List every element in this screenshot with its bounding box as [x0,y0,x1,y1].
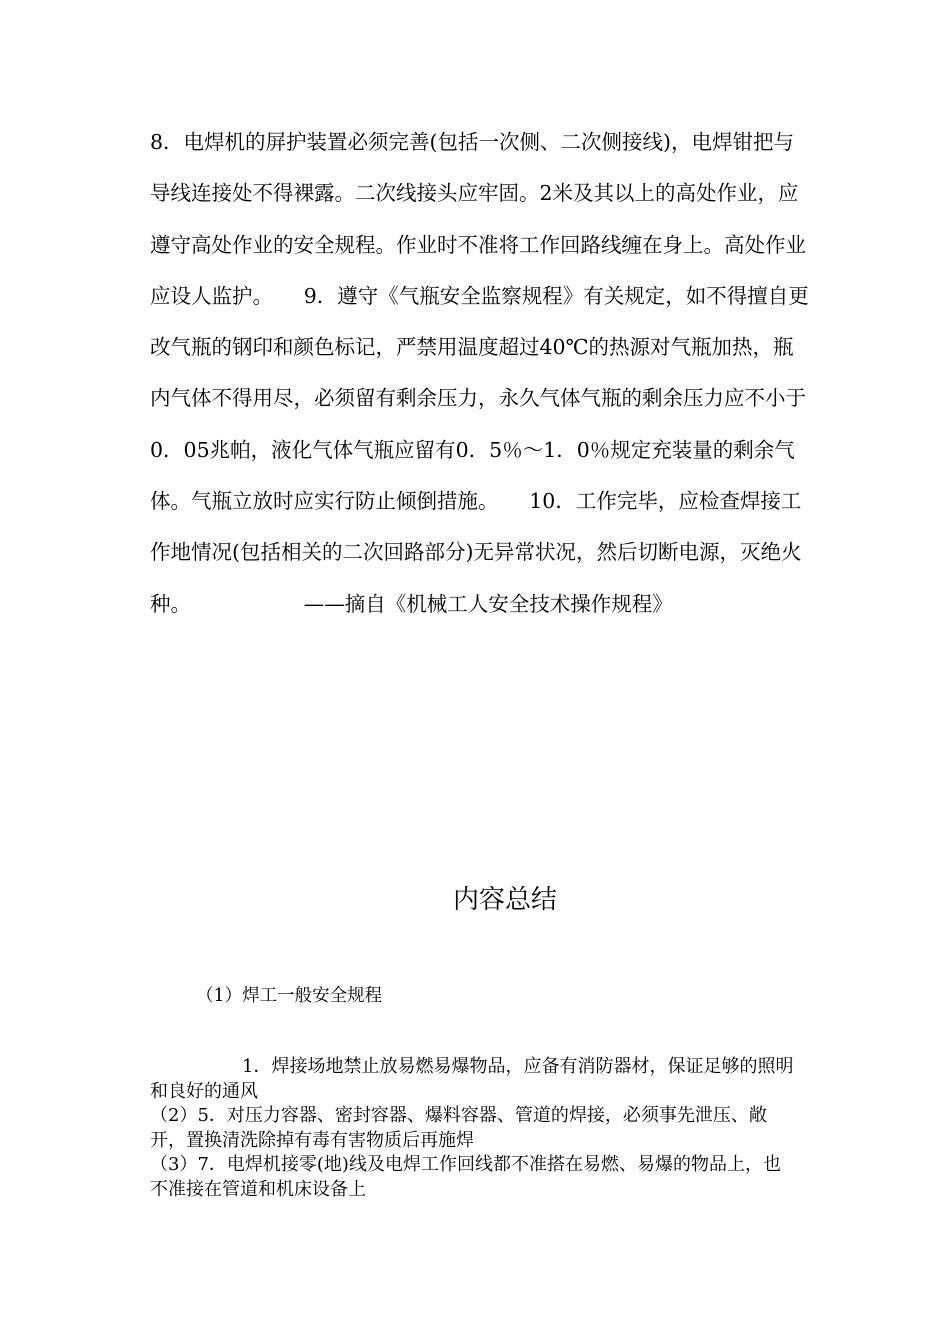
summary-item: （3）7．电焊机接零(地)线及电焊工作回线都不准搭在易燃、易爆的物品上，也不准接在管道和机床设备上 [150,1154,781,1200]
summary-item: （2）5．对压力容器、密封容器、爆料容器、管道的焊接，必须事先泄压、敞开，置换清洗除掉有毒有害物质后再施焊 [150,1105,767,1151]
summary-item: 1．焊接场地禁止放易燃易爆物品，应备有消防器材，保证足够的照明和良好的通风 [150,1056,794,1102]
body-paragraph: 8．电焊机的屏护装置必须完善(包括一次侧、二次侧接线)，电焊钳把与导线连接处不得裸露。二次线接头应牢固。2米及其以上的高处作业，应遵守高处作业的安全规程。作业时不准将工作回路线缠在身上。高处作业应设人监护。 9．遵守《气瓶安全监察规程》有关规定，如不得擅自更改气瓶的钢印和颜色标记，严禁用温度超过40℃的热源对气瓶加热，瓶内气体不得用尽，必须留有剩余压力，永久气体气瓶的剩余压力应不小于0．05兆帕，液化气体气瓶应留有0．5％～1．0％规定充装量的剩余气体。气瓶立放时应实行防止倾倒措施。 10．工作完毕，应检查焊接工作地情况(包括相关的二次回路部分)无异常状况，然后切断电源，灭绝火种。 ——摘自《机械工人安全技术操作规程》 [150,130,809,616]
summary-title: 内容总结 [452,885,557,915]
summary-list [150,1055,798,1202]
summary-subtitle: （1）焊工一般安全规程 [196,986,383,1006]
